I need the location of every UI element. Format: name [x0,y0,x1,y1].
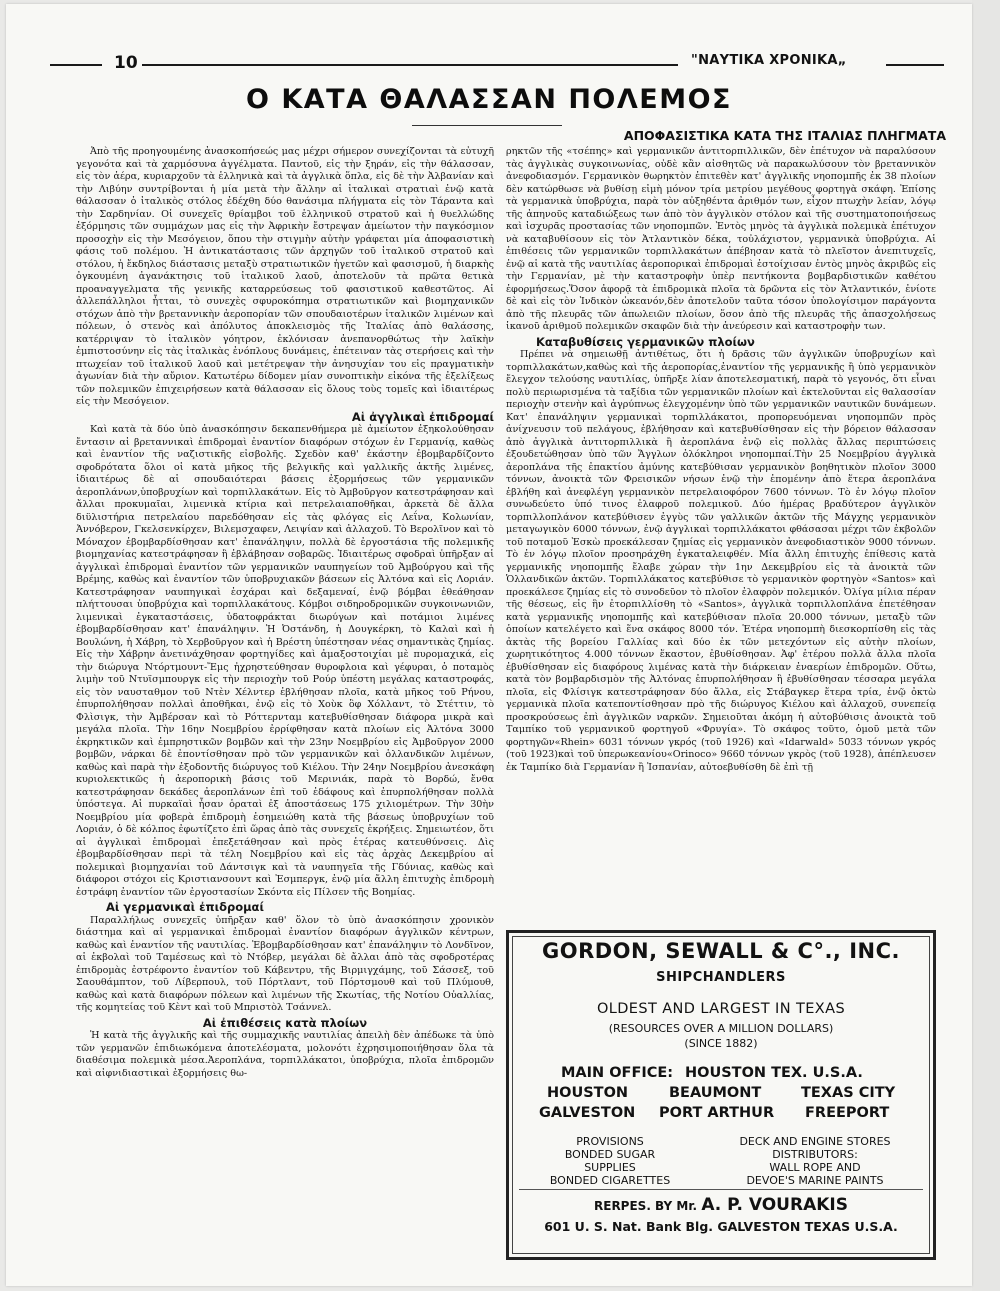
page-number: 10 [114,53,138,73]
ad-product-bonded-sugar: BONDED SUGAR [564,1148,656,1161]
ad-address: 601 U. S. Nat. Bank Blg. GALVESTON TEXAS U.S.A. [544,1219,898,1234]
ad-branch-texas-city: TEXAS CITY [801,1085,896,1101]
right-column [506,146,936,920]
right-paragraph-2: Πρέπει νὰ σημειωθῇ ἀντιθέτως, ὅτι ἡ δρᾶσις τῶν ἀγγλικῶν ὑποβρυχίων καὶ τορπιλλακάτων,καθὼς καὶ τῆς ἀεροπορίας,ἐναντίον τῆς γερμανικῆς ἢ ὑπὸ γερμανικὸν ἔλεγχον τελούσης ναυτιλίας, ὑπῆρξε λίαν ἀποτελεσματική, παρὰ τὸ γεγονός, ὅτι εἶναι πολὺ περιωρισμένα τὰ ταξίδια τῶν γερμανικῶν πλοίων καὶ ἐκτελοῦνται εἰς θαλασσίαν περιοχὴν στενὴν καὶ ἀγρύπνως ἐλεγχομένην ὑπὸ τῶν γερμανικῶν ναυτικῶν δυνάμεων. Κατ' ἐπανάληψιν γερμανικαὶ τορπιλλάκατοι, προπορευόμεναι νηοπομπῶν πρὸς ἀνίχνευσιν τοῦ πελάγους, ἐβλήθησαν καὶ κατεβυθίσθησαν εἰς τὴν βόρειον θάλασσαν ἀπὸ ἀγγλικὰ ἀντιτορπιλλικὰ ἢ ἀεροπλάνα ἐνῷ εἰς πολλὰς ἄλλας περιπτώσεις ἐξουδετώθησαν ὑπὸ τῶν Ἄγγλων ὁλόκληροι νηοπομπαί.Τὴν 25 Νοεμβρίου ἀγγλικὰ ἀεροπλάνα τῆς ἐπακτίου ἀμύνης κατεβύθισαν γερμανικὸν βοηθητικὸν πλοῖον 3000 τόννων, ἀνοικτὰ τῶν Φρεισικῶν νήσων ἐνῷ τὴν ἐπομένην ἀπὸ ἕτερα ἀεροπλάνα ἐβλήθη καὶ ἀνεφλέγη γερμανικὸν πετρελαιοφόρον 7600 τόννων. Τὸ ἐν λόγῳ πλοῖον συνωδεύετο ὑπό τινος ἐλαφροῦ πολεμικοῦ. Δύο ἡμέρας βραδύτερον ἀγγλικὸν τορπιλλοπλάνον κατεβύθισεν ἐγγὺς τῶν γαλλικῶν ἀκτῶν τῆς Μάγχης γερμανικὸν μεταγωγικὸν 6000 τόννων, ἐνῷ ἀγγλικαὶ τορπιλλάκατοι φθάσασαι μέχρι τῶν ἐκβολῶν τοῦ ποταμοῦ Ἐσκὼ προεκάλεσαν ζημίας εἰς γερμανικὸν ἀνεφοδιαστικὸν 9000 τόννων. Τὸ ἐν λόγῳ πλοῖον προσηράχθη ἐγκαταλειφθέν. Μία ἄλλη ἐπιτυχὴς ἐπίθεσις κατὰ γερμανικῆς νηοπομπῆς ἔλαβε χώραν τὴν 1ην Δεκεμβρίου εἰς τὰ ἀνοικτὰ τῶν Ὁλλανδικῶν ἀκτῶν. Τορπιλλάκατος κατεβύθισε τὸ γερμανικὸν φορτηγὸν «Santos» καὶ προεκάλεσε ζημίας εἰς τὸ συνοδεῦον τὸ πλοῖον ἐλαφρὸν πολεμικόν. Ὀλίγα μίλια πέραν τῆς θέσεως, εἰς ἣν ἐτορπιλλίσθη τὸ «Santos», ἀγγλικὰ τορπιλλοπλάνα ἐπετέθησαν κατὰ γερμανικῆς νηοπομπῆς καὶ κατεβύθισαν πλοῖα 20.000 τόννων, μεταξὺ τῶν ὁποίων κατελέγετο καὶ ἕνα σκάφος 8000 τόν. Ἑτέρα νηοπομπὴ διεσκορπίσθη εἰς τὰς ἀκτὰς τῆς βορείου Γαλλίας καὶ δύο ἐκ τῶν μετεχόντων εἰς αὐτὴν πλοίων, χωρητικότητος 4.000 τόννων ἕκαστον, ἐβυθίσθησαν. Ἀφ' ἑτέρου πολλὰ ἄλλα πλοῖα ἐβυθίσθησαν εἰς διαφόρους λιμένας κατὰ τὴν διάρκειαν ἐναερίων ἐπιδρομῶν. Οὕτω, κατὰ τὸν βομβαρδισμὸν τῆς Ἀλτόνας ἐπυρπολήθησαν ἢ ἐβυθίσθησαν τέσσαρα μεγάλα πλοῖα, εἰς Φλίσιγκ κατεστράφησαν δύο ἄλλα, εἰς Στάβαγκερ ἕτερα τρία, ἐνῷ ὀκτὼ γερμανικὰ πλοῖα κατεποντίσθησαν πρὸ τῆς διώρυγος Κιέλου καὶ ἀλλαχοῦ, συνεπείᾳ προσκρούσεως ἐπὶ ἀγγλικῶν ναρκῶν. Σημειοῦται ἀκόμη ἡ αὐτοβύθισις ἀνοικτὰ τοῦ Ταμπίκο τοῦ γερμανικοῦ φορτηγοῦ «Φρυγία». Τὸ σκάφος τοῦτο, ὁμοῦ μετὰ τῶν φορτηγῶν«Rhein» 6031 τόννων γκρός (τοῦ 1926) καὶ «Idarwald» 5033 τόννων γκρός (τοῦ 1923)καὶ τοῦ ὑπερωκεανίου«Orinoco» 9660 τόννων γκρὸς (τοῦ 1928), ἀπέπλευσεν ἐκ Ταμπίκο διὰ Γερμανίαν ἢ Ἰσπανίαν, αὐτοεβυθίσθη δὲ ἐπὶ τῇ [506,349,936,773]
title-rule [412,125,562,126]
ad-claim: OLDEST AND LARGEST IN TEXAS [596,1001,846,1017]
ad-divider [519,1189,923,1190]
newspaper-page [6,4,972,1286]
ad-branch-freeport: FREEPORT [805,1105,890,1121]
journal-name: "ΝΑΥΤΙΚΑ ΧΡΟΝΙΚΑ„ [691,53,847,68]
header-rule-left [50,64,102,66]
left-paragraph-3: Παραλλήλως συνεχεῖς ὑπῆρξαν καθ' ὅλον τὸ ὑπὸ ἀνασκόπησιν χρονικὸν διάστημα καὶ αἱ γερμανικαὶ ἐπιδρομαὶ ἐναντίον διαφόρων ἀγγλικῶν κέντρων, καθὼς καὶ ἐναντίον τῆς ναυτιλίας. Ἐβομβαρδίσθησαν κατ' ἐπανάληψιν τὸ Λονδῖνον, αἱ ἐκβολαὶ τοῦ Ταμέσεως καὶ τὸ Ντόβερ, μεγάλαι δὲ ἄλλαι ἀπὸ τὰς σφοδροτέρας ἐπιδρομὰς ἐστρέφοντο ἐναντίον τοῦ Κάβεντρυ, τῆς Βιρμιγχάμης, τοῦ Σάσσεξ, τοῦ Σαουθάμπτον, τοῦ Λίβερπουλ, τοῦ Πόρτλαντ, τοῦ Πόρτσμουθ καὶ τοῦ Πλύμουθ, καθὼς καὶ κατὰ διαφόρων πόλεων καὶ λιμένων τῆς Σκωτίας, τῆς Νοτίου Οὐαλλίας, τῆς κομητείας τοῦ Κὲντ καὶ τοῦ Μπριστὸλ Τσάννελ. [76,914,494,1013]
ad-branch-port-arthur: PORT ARTHUR [659,1105,775,1121]
ad-company-name: GORDON, SEWALL & C°., INC. [541,939,900,963]
ad-since: (SINCE 1882) [684,1037,758,1050]
ad-branch-beaumont: BEAUMONT [669,1085,762,1101]
ad-rep-name: A. P. VOURAKIS [701,1195,848,1215]
ad-product-provisions: PROVISIONS [576,1135,644,1148]
left-paragraph-2: Καὶ κατὰ τὰ δύο ὑπὸ ἀνασκόπησιν δεκαπενθήμερα μὲ ἀμείωτον ἐξηκολούθησαν ἔντασιν αἱ βρεταννικαὶ ἐπιδρομαὶ ἐναντίον διαφόρων στόχων ἐν Γερμανίᾳ, καθὼς καὶ ἐναντίον τῆς ναζιστικῆς εἰσβολῆς. Σχεδὸν καθ' ἑκάστην ἐβομβαρδίζοντο σφοδρότατα ὅλοι οἱ κατὰ μῆκος τῆς βελγικῆς καὶ γαλλικῆς ἀκτῆς λιμένες, ἰδιαιτέρως δὲ αἱ σπουδαιότεραι βάσεις ἐξορμήσεως τῶν γερμανικῶν ἀεροπλάνων,ὑποβρυχίων καὶ τορπιλλακάτων. Εἰς τὸ Ἀμβοῦργον κατεστράφησαν καὶ ἄλλαι προκυμαῖαι, λιμενικὰ κτίρια καὶ πετρελαιαποθῆκαι, ἀρκετὰ δὲ ἄλλα διϋλιστήρια πετρελαίου παρεδόθησαν εἰς τὰς φλόγας εἰς Λεΐνα, Κολωνίαν, Ἀννόβερον, Γκελσενκίρχεν, Βιλεμσχαφεν, Λειψίαν καὶ ἀλλαχοῦ. Τὸ Βερολῖνον καὶ τὸ Μόναχον ἐβομβαρδίσθησαν κατ' ἐπανάληψιν, πολλὰ δὲ ἐργοστάσια τῆς πολεμικῆς βιομηχανίας κατεστράφησαν ἢ ἐβλάβησαν σοβαρῶς. Ἰδιαιτέρως σφοδραὶ ὑπῆρξαν αἱ ἀγγλικαὶ ἐπιδρομαὶ ἐναντίον τῶν γερμανικῶν ναυπηγείων τοῦ Ἀμβούργου καὶ τῆς Βρέμης, καθὼς καὶ ἐναντίον τῶν ὑποβρυχιακῶν βάσεων εἰς Ἀλτόνα καὶ εἰς Λοριάν. Κατεστράφησαν ναυπηγικαὶ ἐσχάραι καὶ δεξαμεναί, ἐνῷ βόμβαι ἐθεάθησαν πλήττουσαι ὑποβρύχια καὶ τορπιλλακάτους. Κόμβοι σιδηροδρομικῶν συγκοινωνιῶν, λιμενικαὶ ἐγκαταστάσεις, ὑδατοφράκται διωρύγων καὶ ποτάμιοι λιμένες ἐβομβαρδίσθησαν κατ' ἐπανάληψιν. Ἡ Ὀστάνδη, ἡ Δουγκέρκη, τὸ Καλαὶ καὶ ἡ Βουλώνη, ἡ Χάβρη, τὸ Χερβοῦργον καὶ ἡ Βρέστη ὑπέστησαν νέας σημαντικὰς ζημίας. Εἰς τὴν Χάβρην ἀνετινάχθησαν φορτηγίδες καὶ ἀμαξοστοιχίαι μὲ πυρομαχικά, εἰς τὴν διώρυγα Ντόρτμουντ-Ἔμς ἠχρηστεύθησαν θυροφλοια καὶ γέφυραι, ὁ ποταμὸς λιμὴν τοῦ Ντυϊσμπουργκ εἰς τὴν περιοχὴν τοῦ Ρούρ ὑπέστη μεγάλας καταστροφάς, εἰς τὸν ναυσταθμον τοῦ Ντὲν Χέλντερ ἐβλήθησαν πλοῖα, κατὰ μῆκος τοῦ Ρήνου, ἐπυρπολήθησαν πολλαὶ ἀποθῆκαι, ἐνῷ εἰς τὸ Χοὺκ ὂφ Χόλλαντ, τὸ Στέττιν, τὸ Φλὶσιγκ, τὴν Ἀμβέρσαν καὶ τὸ Ρόττερνταμ κατεβυθίσθησαν διάφορα μικρὰ καὶ μεγάλα πλοῖα. Τὴν 16ην Νοεμβρίου ἐρρίφθησαν κατὰ πλοίων εἰς Ἀλτόνα 3000 ἐκρηκτικῶν καὶ ἐμπρηστικῶν βομβῶν καὶ τὴν 23ην Νοεμβρίου εἰς Ἀμβοῦργον 2000 βομβῶν, νάρκαι δὲ ἐποντίσθησαν πρὸ τῶν γερμανικῶν καὶ ὁλλανδικῶν λιμένων, καθὼς καὶ παρὰ τὴν ἐξοδοντῆς διώρυγος τοῦ Κιέλου. Τὴν 24ην Νοεμβρίου ἀνεσκάφη κυριολεκτικῶς ἡ ἀεροπορικὴ βάσις τοῦ Μερινιάκ, παρὰ τὸ Βορδώ, ἔνθα κατεστράφησαν δεκάδες ἀεροπλάνων ἐπὶ τοῦ ἐδάφους καὶ ἐπυρπολήθησαν πολλὰ ὑπόστεγα. Αἱ πυρκαϊαὶ ἦσαν ὁραταὶ ἐξ ἀποστάσεως 175 χιλιομέτρων. Τὴν 30ὴν Νοεμβρίου μία φοβερὰ ἐπιδρομὴ ἐσημειώθη κατὰ τῆς βάσεως ὑποβρυχίων τοῦ Λοριάν, ὁ δὲ κόλπος ἐφωτίζετο ἐπὶ ὥρας ἀπὸ τὰς συνεχεῖς ἐκρήξεις. Σημειωτέον, ὅτι αἱ ἀγγλικαὶ ἐπιδρομαὶ ἐπεξετάθησαν καὶ πρὸς ἑτέρας κατευθύνσεις. Δὶς ἐβομβαρδίσθησαν περὶ τὰ τέλη Νοεμβρίου καὶ εἰς τὰς ἀρχὰς Δεκεμβρίου αἱ πολεμικαὶ βιομηχανίαι τοῦ Δάντσιγκ καὶ τὰ ναυπηγεῖα τῆς Γδύνιας, καθὼς καὶ διάφοροι στόχοι εἰς Κριστιανσουντ καὶ Ἐσμπεργκ, ἐνῷ μία ἄλλη ἐπιτυχὴς ἐπιδρομὴ ἐστράφη ἐναντίον τῶν ἐργοστασίων Σκόντα εἰς Πίλσεν τῆς Βοημίας. [76,424,494,898]
subheading-german-raids: Αἱ γερμανικαὶ ἐπιδρομαί [106,900,264,914]
left-paragraph-1: Ἀπὸ τῆς προηγουμένης ἀνασκοπήσεώς μας μέχρι σήμερον συνεχίζονται τὰ εὐτυχῆ γεγονότα καὶ τὰ χαρμόσυνα ἀγγέλματα. Παντοῦ, εἰς τὴν ξηράν, εἰς τὴν θάλασσαν, εἰς τὸν ἀέρα, κυριαρχοῦν τὰ ἑλληνικὰ καὶ τὰ ἀγγλικὰ ὅπλα, εἰς δὲ τὴν Ἀλβανίαν καὶ τὴν Λιβύην συντρίβονται ἡ μία μετὰ τὴν ἄλλην αἱ ἰταλικαὶ στρατιαὶ ἐνῷ κατὰ θάλασσαν ὁ ἰταλικὸς στόλος ἐδέχθη δύο θανάσιμα πλήγματα εἰς τὸν Τάραντα καὶ τὴν Σαρδηνίαν. Οἱ συνεχεῖς θρίαμβοι τοῦ ἑλληνικοῦ στρατοῦ καὶ ἡ θυελλώδης ἐξόρμησις τῶν συμμάχων μας εἰς τὴν Ἀφρικὴν ἔστρεψαν ἀμείωτον τὴν παγκόσμιον προσοχὴν εἰς τὴν Μεσόγειον, ὅπου τὴν στιγμὴν αὐτὴν γράφεται μία ἀποφασιστικὴ φάσις τοῦ πολέμου. Ἡ ἀντικατάστασις τῶν ἀρχηγῶν τοῦ ἰταλικοῦ στρατοῦ καὶ στόλου, ἡ ἔκδηλος διάστασις μεταξὺ στρατιωτικῶν ἡγετῶν καὶ φασισμοῦ, ἡ διαρκὴς ὀγκουμένη ἀγανάκτησις τοῦ ἰταλικοῦ λαοῦ, ἀποτελοῦν τὰ πρῶτα θετικὰ προαναγγελματα τῆς γενικῆς καταρρεύσεως τοῦ φασιστικοῦ καθεστῶτος. Αἱ ἀλλεπάλληλοι ἧτται, τὸ συνεχὲς σφυροκόπημα στρατιωτικῶν καὶ βιομηχανικῶν στόχων ἀπὸ τὴν βρεταννικὴν ἀεροπορίαν τῶν σπουδαιοτέρων ἰταλικῶν λιμένων καὶ πόλεων, ὁ στενὸς καὶ ἀπόλυτος ἀποκλεισμὸς τῆς Ἰταλίας ἀπὸ θαλάσσης, κατέρριψαν τὸ ἰταλικὸν γόητρον, ἐκλόνισαν ἀνεπανορθώτως τὴν λαϊκὴν ἐμπιστοσύνην εἰς τὰς ἰταλικὰς ἐνόπλους δυνάμεις, ἐπέτειναν τὰς στερήσεις καὶ τὴν πτωχείαν τοῦ ἰταλικοῦ λαοῦ καὶ μετέτρεψαν τὴν ἀνησυχίαν του εἰς πραγματικὴν ἀγωνίαν διὰ τὴν αὔριον. Κατωτέρω δίδομεν μίαν συνοπτικὴν εἰκόνα τῆς ἐξελίξεως τῶν πολεμικῶν ἐπιχειρήσεων κατὰ θάλασσαν εἰς ὅλους τοὺς τομεῖς καὶ ἰδιαιτέρως εἰς τὴν Μεσόγειον. [76,146,494,407]
ad-product-devoes-paints: DEVOE'S MARINE PAINTS [746,1174,884,1187]
ad-product-bonded-cigarettes: BONDED CIGARETTES [549,1174,671,1187]
ad-products-right [705,1135,925,1187]
right-section-heading: ΑΠΟΦΑΣΙΣΤΙΚΑ ΚΑΤΑ ΤΗΣ ΙΤΑΛΙΑΣ ΠΛΗΓΜΑΤΑ [623,128,946,143]
ad-product-supplies: SUPPLIES [584,1161,636,1174]
subheading-attacks-on-ships: Αἱ ἐπιθέσεις κατὰ πλοίων [202,1015,368,1030]
ad-main-office-label: MAIN OFFICE: [561,1065,674,1081]
left-paragraph-4: Ἡ κατὰ τῆς ἀγγλικῆς καὶ τῆς συμμαχικῆς ναυτιλίας ἀπειλὴ δὲν ἀπέδωκε τὰ ὑπὸ τῶν γερμανῶν ἐπιδιωκόμενα ἀποτελέσματα, μολονότι ἐχρησιμοποιήθησαν ὅλα τὰ διαθέσιμα πολεμικὰ μέσα.Ἀεροπλάνα, τορπιλλάκατοι, ὑποβρύχια, πλοῖα ἐπιδρομῶν καὶ αἰφνιδιαστικαὶ ἐξορμήσεις θω- [76,1030,494,1079]
ad-branch-galveston: GALVESTON [539,1105,636,1121]
ad-product-wall-rope: WALL ROPE AND [769,1161,861,1174]
subheading-british-raids: Αἱ ἀγγλικαὶ ἐπιδρομαί [351,409,494,424]
ad-branch-houston: HOUSTON [547,1085,629,1101]
ad-product-distributors: DISTRIBUTORS: [772,1148,858,1161]
header-rule-middle [142,64,678,66]
ad-products-left [525,1135,695,1187]
page-edge [972,0,1000,1291]
ad-resources: (RESOURCES OVER A MILLION DOLLARS) [608,1022,834,1035]
ad-rep-label: RERPES. BY Mr. [594,1199,698,1213]
ad-representative [509,1195,933,1215]
ad-main-office-city: HOUSTON TEX. U.S.A. [685,1065,863,1081]
left-column [76,146,494,1276]
advertisement [506,930,936,1260]
right-paragraph-1: ρηκτῶν τῆς «τσέπης» καὶ γερμανικῶν ἀντιτορπιλλικῶν, δὲν ἐπέτυχον νὰ παραλύσουν τὰς ἀγγλικὰς συγκοινωνίας, οὐδὲ κἂν αἰσθητῶς νὰ παρακωλύσουν τὸν βρεταννικὸν ἀνεφοδιασμόν. Γερμανικὸν θωρηκτὸν ἐπιτεθὲν κατ' ἀγγλικῆς νηοπομπῆς ἐκ 38 πλοίων δὲν κατώρθωσε νὰ βυθίσῃ εἰμὴ μόνον τρία μετρίου μεγέθους φορτηγὰ σκάφη. Ἐπίσης τὰ γερμανικὰ ὑποβρύχια, παρὰ τὸν αὐξηθέντα ἀριθμόν των, εἶχον πτωχὴν λείαν, λόγῳ τῆς ἀπηνοῦς καταδιώξεως των ἀπὸ τὸν ἀγγλικὸν στόλον καὶ τῆς συστηματοποιήσεως καὶ ἰσχυρᾶς προστασίας τῶν νηοπομπῶν. Ἐντὸς μηνὸς τὰ ἀγγλικὰ πολεμικὰ ἐπέτυχον νὰ καταβυθίσουν εἰς τὸν Ἀτλαντικὸν δέκα, τοὐλάχιστον, γερμανικὰ ὑποβρύχια. Αἱ ἐπιθέσεις τῶν γερμανικῶν τορπιλλακάτων ἀπέβησαν κατὰ τὸ πλεῖστον ἀνεπιτυχεῖς, ἐνῷ αἱ κατὰ τῆς ναυτιλίας ἀεροπορικαὶ ἐπιδρομαὶ ἐστοίχισαν ἐντὸς μηνὸς ἀκριβῶς εἰς τὴν Γερμανίαν, μὲ τὴν καταστροφὴν ὑπὲρ πεντήκοντα βομβαρδιστικῶν καθέτου ἐφορμήσεως.Ὅσον ἀφορᾷ τὰ ἐπιδρομικὰ πλοῖα τὰ δρῶντα εἰς τὸν Ἀτλαντικόν, ἐνίοτε δὲ καὶ εἰς τὸν Ἰνδικὸν ὠκεανόν,δὲν ἀποτελοῦν ταῦτα τόσον ὑπολογίσιμον παράγοντα ἀπὸ τῆς πλευρᾶς τῶν ἀπωλειῶν πλοίων, ὅσον ἀπὸ τῆς πλευρᾶς τῆς ἀπασχολήσεως ἱκανοῦ ἀριθμοῦ πολεμικῶν σκαφῶν διὰ τὴν ἀνεύρεσιν καὶ καταστροφὴν των. [506,146,936,332]
header-rule-right [886,64,944,66]
ad-product-deck-engine: DECK AND ENGINE STORES [739,1135,891,1148]
article-title: Ο ΚΑΤΑ ΘΑΛΑΣΣΑΝ ΠΟΛΕΜΟΣ [246,84,732,115]
subheading-german-sinkings: Καταβυθίσεις γερμανικῶν πλοίων [536,334,755,349]
ad-tagline: SHIPCHANDLERS [656,970,786,985]
